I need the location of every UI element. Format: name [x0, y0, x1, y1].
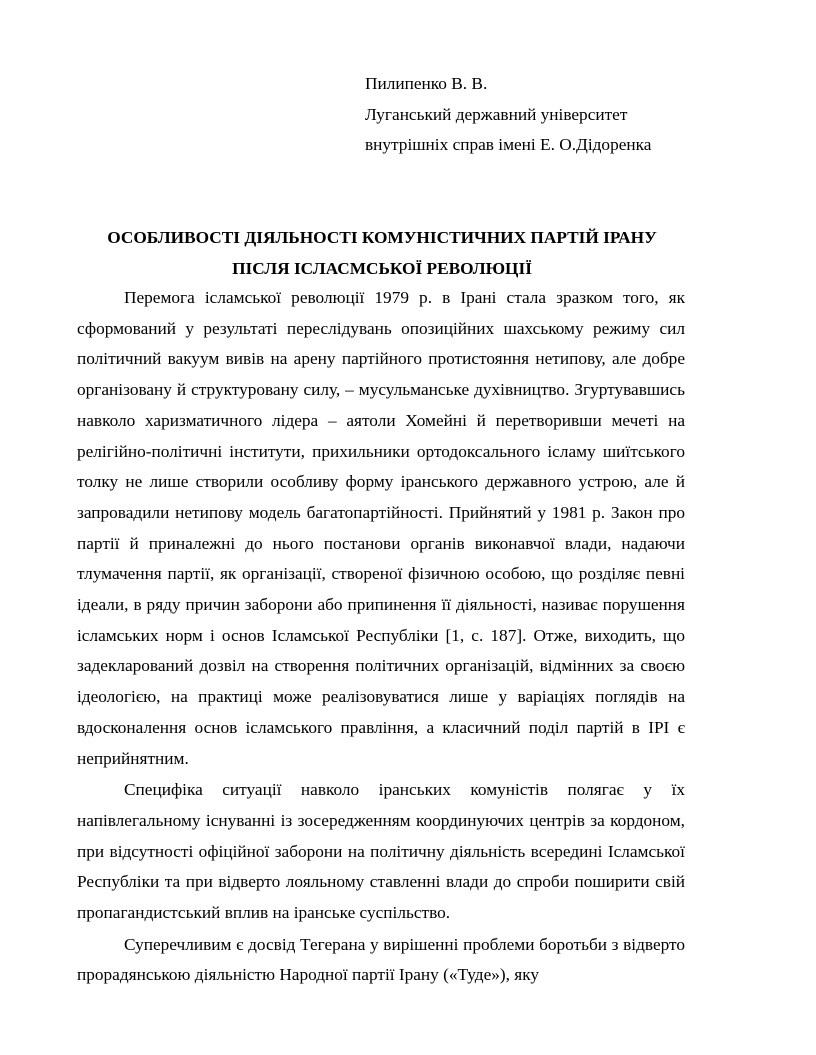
paragraph: Суперечливим є досвід Тегерана у вирішенні проблеми боротьби з відверто прорадянською діяльністю Народної партії Ірану («Туде»), яку	[77, 934, 685, 985]
author-affiliation-line-2: внутрішніх справ імені Е. О.Дідоренка	[365, 135, 652, 154]
author-affiliation-line-1: Луганський державний університет	[365, 104, 628, 124]
article-title	[77, 222, 687, 284]
article-body	[77, 283, 685, 992]
paragraph: Перемога ісламської революції 1979 р. в Ірані стала зразком того, як сформований у результаті переслідувань опозиційних шахському режиму сил політичний вакуум вивів на арену партійного протистояння нетипову, але добре організовану й структуровану силу, – мусульманське духівництво. Згуртувавшись навколо харизматичного лідера – аятоли Хомейні й перетворивши мечеті на релігійно-політичні інститути, прихильники ортодоксального ісламу шиїтського толку не лише створили особливу форму іранського державного устрою, але й запровадили нетипову модель багатопартійності. Прийнятий у 1981 р. Закон про партії й приналежні до нього постанови органів виконавчої влади, надаючи тлумачення партії, як організації, створеної фізичною особою, що розділяє певні ідеали, в ряду причин заборони або припинення її діяльності, називає порушення ісламських норм і основ Ісламської Республіки [1, с. 187]. Отже, виходить, що задекларований дозвіл на створення політичних організацій, відмінних за своєю ідеологією, на практиці може реалізовуватися лише у варіаціях поглядів на вдосконалення основ ісламського правління, а класичний поділ партій в ІРІ є неприйнятним.	[77, 288, 685, 768]
author-name: Пилипенко В. В.	[365, 74, 488, 93]
title-line-1: ОСОБЛИВОСТІ ДІЯЛЬНОСТІ КОМУНІСТИЧНИХ ПАРТІЙ ІРАНУ	[107, 228, 657, 247]
paragraph: Специфіка ситуації навколо іранських комуністів полягає у їх напівлегальному існуванні із зосередженням координуючих центрів за кордоном, при відсутності офіційної заборони на політичну діяльність всередині Ісламської Республіки та при відверто лояльному ставленні влади до спроби поширити свій пропагандистський вплив на іранське суспільство.	[77, 780, 685, 923]
author-block	[365, 69, 651, 161]
title-line-2: ПІСЛЯ ІСЛАСМСЬКОЇ РЕВОЛЮЦІЇ	[232, 259, 532, 278]
